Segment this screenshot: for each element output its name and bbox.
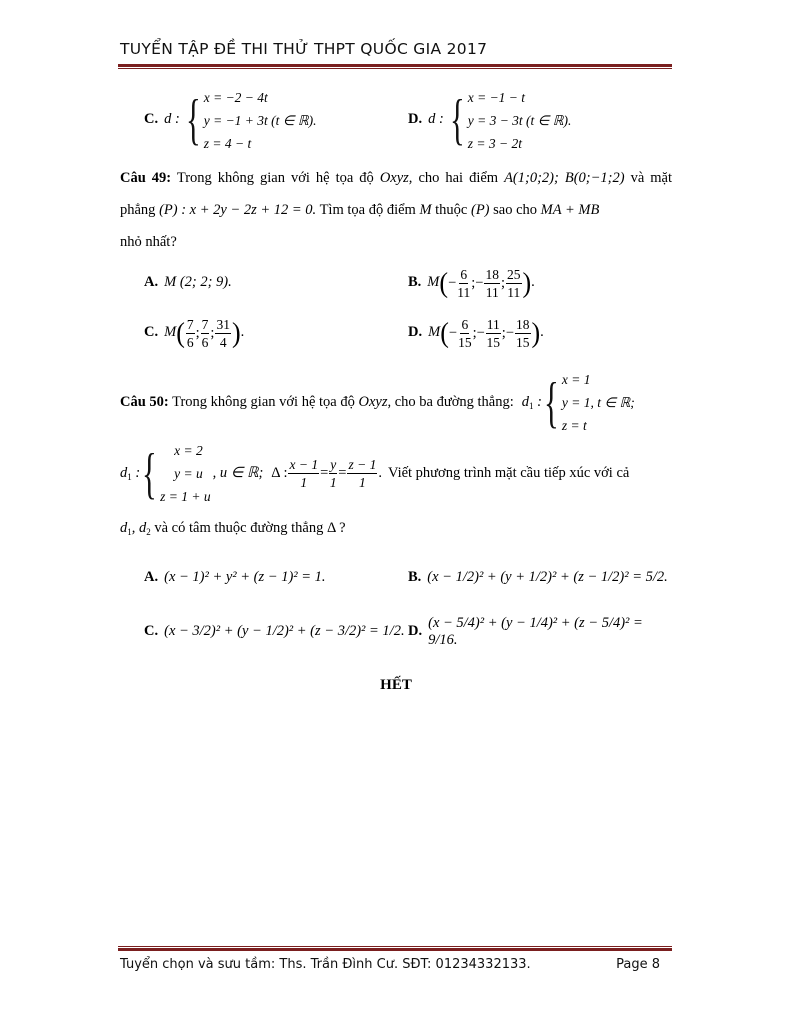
question-text: thuộc [435, 202, 468, 218]
fraction: $\frac{31}{4}$ [216, 316, 230, 350]
paren-left-icon: ( [440, 316, 449, 349]
fraction: $\frac{18}{15}$ [516, 316, 530, 350]
option-label: C. [144, 111, 159, 128]
line-d-symbol: d : [428, 111, 444, 128]
fraction-list: − $\frac{6}{15}$ ;− $\frac{11}{15}$ ;− $\frac{18}{15}$ [448, 316, 530, 350]
math-d1-d2: $d_1$, $d_2$ [120, 520, 151, 537]
paren-right-icon: ) [231, 316, 241, 349]
question-text: và [630, 170, 645, 186]
system-line: z = 3 − 2t [467, 135, 522, 151]
option-value: (x − 1/2)² + (y + 1/2)² + (z − 1/2)² = 5/2. [427, 569, 668, 586]
q49-option-a [144, 262, 408, 304]
footer-rule [118, 948, 672, 951]
header-rule [118, 64, 672, 67]
math-param: , u ∈ ℝ; [212, 464, 264, 481]
q49-options-row-1 [144, 262, 672, 304]
option-value: (x − 5/4)² + (y − 1/4)² + (z − 5/4)² = 9/16. [428, 614, 643, 648]
q50-statement-line-3 [120, 512, 672, 548]
question-text: Viết phương trình mặt cầu tiếp xúc với cả [387, 464, 630, 481]
q50-option-d [408, 610, 672, 654]
q49-statement [120, 162, 672, 258]
option-label: A. [144, 569, 159, 586]
q48-option-d [408, 84, 672, 156]
math-delta: Δ ? [326, 520, 346, 536]
question-label: Câu 49: [120, 170, 172, 186]
system-line: x = −1 − t [467, 89, 526, 105]
q50-options-row-2 [144, 610, 672, 654]
question-text: cho ba đường thẳng: [394, 393, 514, 410]
q50-d1-system [542, 368, 635, 437]
q50-options-row-1 [144, 556, 672, 600]
system-line: y = 1, t ∈ ℝ; [561, 395, 635, 410]
q50-statement-line-2: $d_1$ : { x = 2 y = u z = 1 + u , u ∈ ℝ; Δ : $\frac{x - 1}{1}$ = $\frac{y}{1}$ = $\frac{z - 1}{1}$ . Viết phương trình mặt cầu tiếp xúc với cả [120, 439, 672, 508]
math-point-b: B(0;−1;2) [564, 170, 625, 186]
fraction: $\frac{25}{11}$ [507, 266, 521, 300]
question-text: và có tâm thuộc đường thẳng [154, 520, 324, 536]
fraction: $\frac{z - 1}{1}$ [348, 457, 377, 490]
q49-options-row-2 [144, 312, 672, 354]
system-line: z = 1 + u [160, 489, 211, 504]
option-value: (x − 1)² + y² + (z − 1)² = 1. [164, 569, 326, 586]
math-point-m: M [419, 202, 432, 218]
brace-icon: { [185, 89, 201, 151]
line-d-symbol: d : [164, 111, 180, 128]
q48-c-system [184, 86, 317, 155]
end-marker: HẾT [380, 677, 412, 693]
question-text: mặt phẳng [120, 170, 672, 218]
math-plane-p: (P) [471, 202, 490, 218]
question-text: nhỏ nhất? [120, 234, 177, 250]
paren-right-icon: ) [522, 266, 532, 299]
paren-right-icon: ) [531, 316, 541, 349]
math-delta: Δ : [271, 464, 288, 481]
option-label: B. [408, 569, 422, 586]
question-text: Tìm tọa độ điểm [319, 202, 416, 218]
page-header-title: TUYỂN TẬP ĐỀ THI THỬ THPT QUỐC GIA 2017 [120, 40, 488, 58]
option-value: M (2; 2; 9). [164, 274, 232, 291]
paren-left-icon: ( [176, 316, 185, 349]
question-text: Trong không gian với hệ tọa độ [176, 170, 374, 186]
q48-options-row [144, 84, 672, 156]
fraction: $\frac{6}{15}$ [458, 316, 472, 350]
header-rule-thin [118, 68, 672, 69]
system-line: y = −1 + 3t (t ∈ ℝ). [203, 112, 317, 128]
option-label: A. [144, 274, 159, 291]
brace-icon: { [142, 442, 158, 505]
question-text: cho hai điểm [418, 170, 499, 186]
page-content [120, 84, 672, 694]
fraction: $\frac{7}{6}$ [201, 316, 209, 350]
system-line: x = 1 [561, 372, 591, 387]
q49-option-c: C. M ( $\frac{7}{6}$ ; $\frac{7}{6}$ ; $\frac{31}{4}$ ) . [144, 316, 245, 350]
fraction: $\frac{11}{15}$ [486, 316, 501, 350]
math-d1: $d_1$ : [521, 393, 542, 411]
math-d1: $d_1$ : [120, 464, 141, 482]
question-label: Câu 50: [120, 393, 169, 410]
system-line: y = 3 − 3t (t ∈ ℝ). [467, 112, 572, 128]
fraction-list: − $\frac{6}{11}$ ;− $\frac{18}{11}$ ; $\frac{25}{11}$ [448, 266, 521, 300]
q50-statement-line-1 [120, 368, 672, 437]
q50-d2-system [140, 439, 210, 508]
question-text: sao cho [493, 202, 538, 218]
page-number: Page 8 [616, 957, 660, 972]
option-label: D. [408, 324, 423, 341]
math-point-m: M [428, 324, 441, 341]
fraction: $\frac{y}{1}$ [329, 457, 337, 490]
q50-option-c [144, 610, 408, 654]
system-line: y = u [174, 466, 203, 481]
brace-icon: { [544, 371, 559, 434]
math-oxyz: Oxyz, [358, 393, 392, 410]
option-label: D. [408, 111, 423, 128]
math-point-a: A(1;0;2); [504, 170, 559, 186]
system-line: z = 4 − t [203, 135, 252, 151]
math-point-m: M [164, 324, 177, 341]
system-line: x = 2 [174, 443, 203, 458]
question-text: Trong không gian với hệ tọa độ [172, 393, 355, 410]
option-label: C. [144, 623, 159, 640]
fraction-list: $\frac{7}{6}$ ; $\frac{7}{6}$ ; $\frac{31}{4}$ [186, 316, 230, 350]
q48-d-system [448, 86, 572, 155]
math-sum: MA + MB [540, 202, 600, 218]
footer-credit: Tuyển chọn và sưu tầm: Ths. Trần Đình Cư. SĐT: 01234332133. [120, 957, 531, 972]
fraction: $\frac{x - 1}{1}$ [289, 457, 319, 490]
math-point-m: M [427, 274, 440, 291]
math-oxyz: Oxyz, [379, 170, 413, 186]
option-label: D. [408, 623, 423, 640]
system-line: x = −2 − 4t [203, 89, 268, 105]
brace-icon: { [449, 89, 465, 151]
fraction: $\frac{18}{11}$ [485, 266, 499, 300]
math-plane: (P) : x + 2y − 2z + 12 = 0. [159, 202, 317, 218]
footer-rule-thin [118, 946, 672, 947]
fraction: $\frac{7}{6}$ [186, 316, 194, 350]
system-line: z = t [561, 418, 587, 433]
option-label: C. [144, 324, 159, 341]
fraction: $\frac{6}{11}$ [457, 266, 471, 300]
q50-option-b [408, 556, 672, 600]
paren-left-icon: ( [439, 266, 449, 299]
option-value: (x − 3/2)² + (y − 1/2)² + (z − 3/2)² = 1/2. [164, 623, 405, 640]
q49-option-b: B. M ( − $\frac{6}{11}$ ;− $\frac{18}{11}$ ; $\frac{25}{11}$ ) . [408, 266, 535, 300]
q50-option-a [144, 556, 408, 600]
q48-option-c [144, 84, 408, 156]
option-label: B. [408, 274, 422, 291]
q49-option-d: D. M ( − $\frac{6}{15}$ ;− $\frac{11}{15}$ ;− $\frac{18}{15}$ ) . [408, 316, 544, 350]
